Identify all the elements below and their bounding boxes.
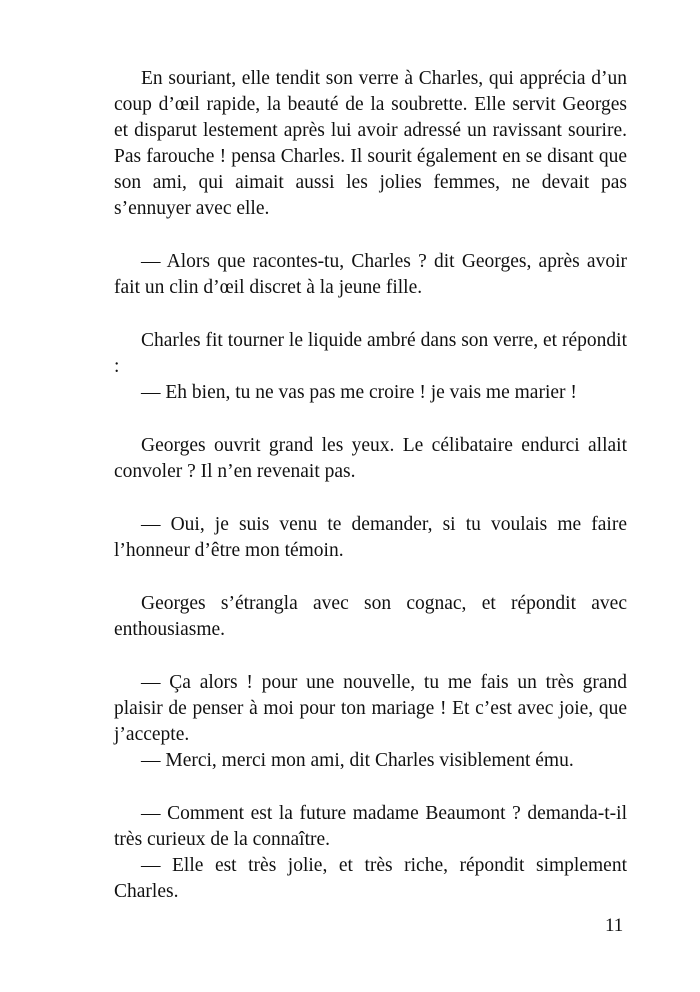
paragraph: — Elle est très jolie, et très riche, répondit simplement Charles. [114, 855, 627, 902]
page-number: 11 [605, 915, 624, 936]
paragraph: — Oui, je suis venu te demander, si tu voulais me faire l’honneur d’être mon témoin. [114, 514, 627, 561]
paragraph: Georges ouvrit grand les yeux. Le célibataire endurci allait convoler ? Il n’en revenait pas. [114, 435, 627, 482]
paragraph: — Comment est la future madame Beaumont ? demanda-t-il très curieux de la connaître. [114, 803, 627, 850]
paragraph: — Alors que racontes-tu, Charles ? dit Georges, après avoir fait un clin d’œil discret à la jeune fille. [114, 251, 627, 298]
paragraph: Charles fit tourner le liquide ambré dans son verre, et répondit : [114, 330, 627, 377]
paragraph: — Merci, merci mon ami, dit Charles visiblement ému. [141, 750, 574, 771]
page-text [114, 66, 627, 905]
paragraph: Georges s’étrangla avec son cognac, et répondit avec enthousiasme. [114, 593, 627, 640]
paragraph: En souriant, elle tendit son verre à Charles, qui apprécia d’un coup d’œil rapide, la beauté de la soubrette. Elle servit Georges et disparut lestement après lui avoir adressé un ravissant sourire. Pas farouche ! pensa Charles. Il sourit également en se disant que son ami, qui aimait aussi les jolies femmes, ne devait pas s’ennuyer avec elle. [114, 68, 627, 219]
paragraph: — Eh bien, tu ne vas pas me croire ! je vais me marier ! [141, 382, 577, 403]
paragraph: — Ça alors ! pour une nouvelle, tu me fais un très grand plaisir de penser à moi pour ton mariage ! Et c’est avec joie, que j’accepte. [114, 672, 627, 745]
